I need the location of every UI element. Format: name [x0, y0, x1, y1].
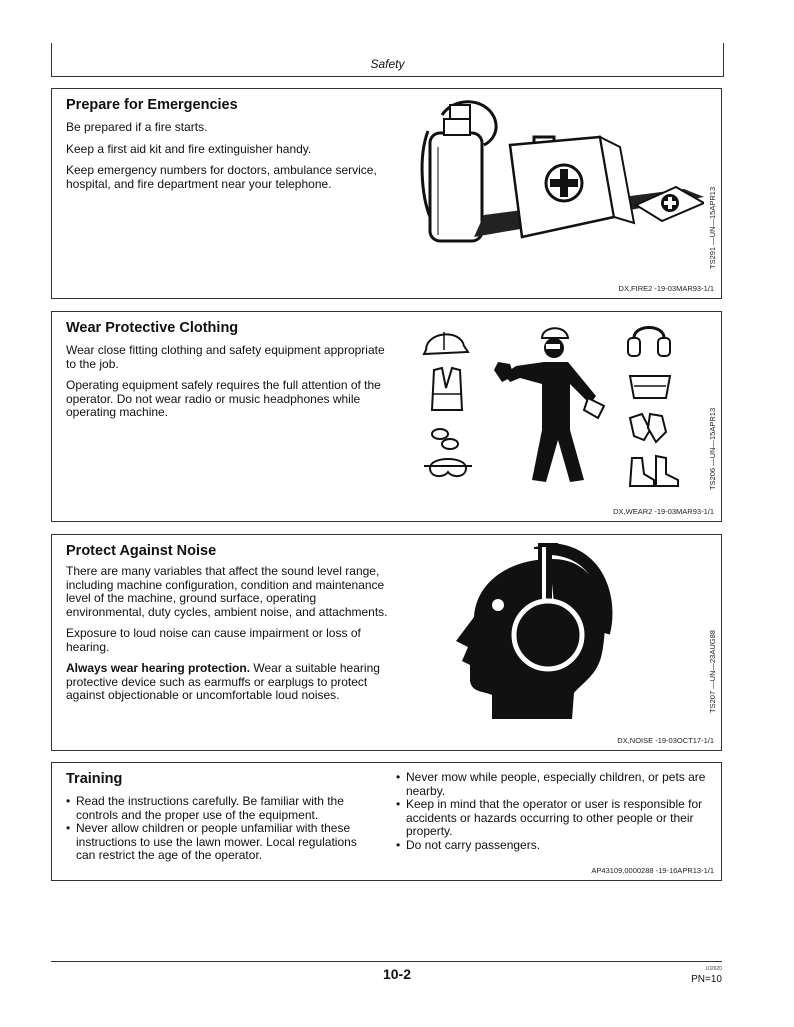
reference-code: DX,FIRE2 -19-03MAR93-1/1 — [618, 284, 714, 293]
safety-vest-icon — [432, 368, 462, 410]
paragraph: Keep a first aid kit and fire extinguisher handy. — [66, 141, 312, 156]
footer-small-code: 102620 — [705, 966, 722, 972]
section-prepare-emergencies — [51, 88, 722, 299]
paragraph: Exposure to loud noise can cause impairment or loss of hearing. — [66, 626, 361, 654]
paragraph: Wear close fitting clothing and safety equipment appropriate to the job. — [66, 343, 385, 371]
hard-hat-icon — [424, 332, 468, 354]
list-item: • Never allow children or people unfamiliar with these instructions to use the lawn mower. Local regulations can restrict the age of the operator. — [66, 822, 376, 863]
paragraph: Be prepared if a fire starts. — [66, 120, 208, 134]
image-code: TS206 —UN—15APR13 — [708, 407, 717, 490]
section-body — [66, 565, 396, 711]
paragraph: Operating equipment safely requires the full attention of the operator. Do not wear radio or music headphones while operating machine. — [66, 378, 381, 419]
reference-code: DX,NOISE -19-03OCT17-1/1 — [617, 736, 714, 745]
training-list-right — [396, 771, 716, 852]
section-heading: Protect Against Noise — [66, 543, 217, 559]
head-with-earmuffs-icon — [452, 543, 652, 721]
first-aid-kit-icon — [474, 137, 704, 237]
section-training — [51, 762, 722, 881]
footer-rule — [51, 961, 722, 962]
reference-code: AP43109,0000288 -19-16APR13-1/1 — [591, 866, 714, 875]
list-item: • Never mow while people, especially children, or pets are nearby. — [396, 771, 716, 798]
section-body — [66, 344, 396, 428]
page-header — [51, 43, 724, 77]
training-list-left — [66, 795, 376, 863]
section-heading: Prepare for Emergencies — [66, 97, 238, 113]
section-protect-noise — [51, 534, 722, 751]
worker-icon — [494, 328, 604, 482]
list-item: • Do not carry passengers. — [396, 839, 716, 853]
section-protective-clothing — [51, 311, 722, 522]
image-code: TS207 —UN—23AUG88 — [708, 630, 717, 713]
list-item: • Keep in mind that the operator or user is responsible for accidents or hazards occurring to other people or their property. — [396, 798, 716, 839]
paragraph-rest: Wear a suitable hearing protective device such as earmuffs or earplugs to protect against objectionable or uncomfortable loud noises. — [66, 661, 380, 702]
bold-lead: Always wear hearing protection. — [66, 661, 251, 675]
paragraph: Keep emergency numbers for doctors, ambulance service, hospital, and fire department near your telephone. — [66, 163, 377, 191]
section-body — [66, 121, 396, 199]
image-code: TS291 —UN—15APR13 — [708, 186, 717, 269]
section-title: Safety — [370, 57, 405, 71]
earplugs-icon — [432, 429, 458, 449]
goggles-icon — [424, 459, 472, 476]
footer-pn: PN=10 — [691, 974, 722, 985]
list-item: • Read the instructions carefully. Be familiar with the controls and the proper use of the equipment. — [66, 795, 376, 822]
emergency-illustration — [414, 97, 704, 247]
section-heading: Training — [66, 771, 123, 787]
face-shield-icon — [630, 376, 670, 398]
paragraph: There are many variables that affect the sound level range, including machine configuration, condition and maintenance level of the machine, ground surface, operating environmental, duty cycles, ambient noise, and attachments. — [66, 564, 388, 619]
paragraph — [66, 662, 396, 703]
section-heading: Wear Protective Clothing — [66, 320, 239, 336]
gloves-icon — [630, 414, 666, 442]
earmuffs-icon — [628, 328, 670, 357]
page-number: 10-2 — [382, 966, 412, 982]
boots-icon — [630, 456, 678, 486]
protective-gear-illustration — [420, 318, 700, 490]
reference-code: DX,WEAR2 -19-03MAR93-1/1 — [613, 507, 714, 516]
